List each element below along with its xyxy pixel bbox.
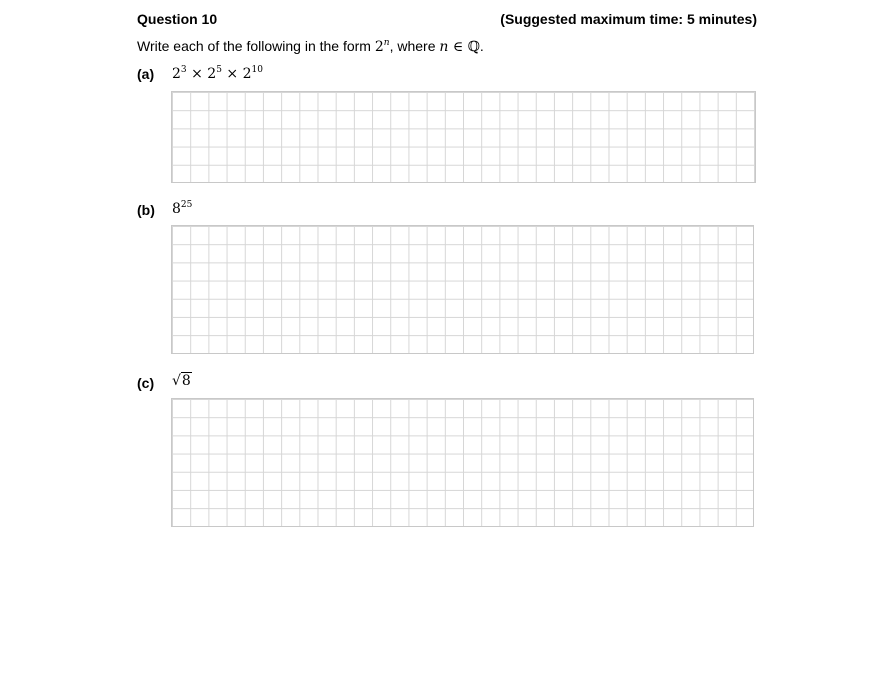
square-root — [172, 373, 192, 389]
instruction-variable: n — [439, 39, 449, 55]
question-title: Question 10 — [137, 11, 218, 27]
instruction-suffix: . — [479, 38, 484, 54]
part-a-term2-base: 2 — [207, 66, 217, 82]
form-exponent: n — [383, 38, 390, 48]
form-base: 2 — [374, 39, 384, 55]
part-b-label: (b) — [137, 202, 155, 218]
part-a-term3-base: 2 — [242, 66, 252, 82]
part-a-expression — [172, 66, 263, 82]
part-c-expression — [172, 373, 192, 389]
part-c-answer-grid[interactable] — [171, 398, 754, 527]
part-b-base: 8 — [172, 201, 181, 217]
part-a-term1-exp: 3 — [180, 65, 187, 75]
instruction-prefix: Write each of the following in the form — [137, 38, 375, 54]
instruction-text — [137, 38, 484, 55]
part-a-times1: × — [186, 66, 208, 82]
part-b-expression — [172, 201, 192, 217]
instruction-middle: , where — [389, 38, 440, 54]
part-a-term2-exp: 5 — [216, 65, 222, 75]
part-b-answer-grid[interactable] — [171, 225, 754, 354]
radical-sign: √ — [172, 373, 181, 389]
part-c-label: (c) — [137, 375, 155, 391]
part-a-answer-grid[interactable] — [171, 91, 756, 183]
part-a-term3-exp: 10 — [251, 65, 263, 75]
part-a-term1-base: 2 — [172, 66, 181, 82]
instruction-relation: ∈ — [448, 39, 468, 55]
part-a-label: (a) — [137, 66, 155, 82]
part-a-times2: × — [221, 66, 243, 82]
rationals-symbol: ℚ — [467, 39, 480, 55]
suggested-time: (Suggested maximum time: 5 minutes) — [500, 11, 757, 27]
part-c-radicand: 8 — [181, 373, 191, 389]
part-b-exp: 25 — [180, 200, 193, 210]
